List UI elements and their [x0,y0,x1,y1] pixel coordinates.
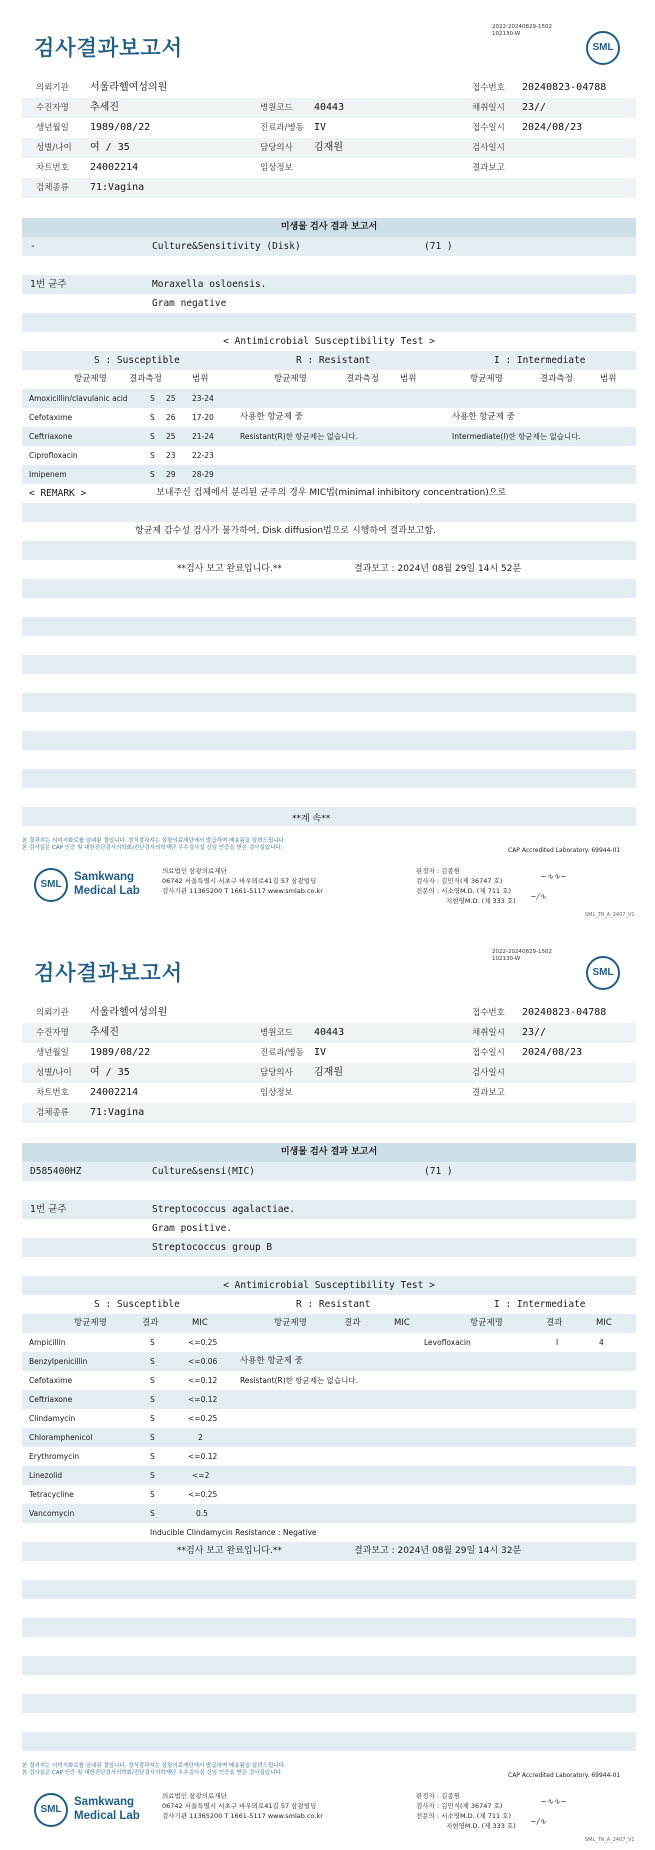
organism-row [22,1219,636,1238]
test-paren: (71 ) [424,241,453,252]
table-row: Ceftriaxone S <=0.12 [22,1390,636,1409]
specimen-type: 71:Vagina [90,1107,145,1118]
report-page-2 [0,925,655,1850]
report-time: 결과보고 : 2024년 08월 29일 14시 32분 [354,1546,522,1556]
table-row: Erythromycin S <=0.12 [22,1447,636,1466]
report-time: 결과보고 : 2024년 08월 29일 14시 52분 [354,564,522,574]
organism-name: Moraxella osloensis. [152,279,267,290]
signature-icon: ~∿∿∼ [540,872,567,881]
table-row: Ceftriaxone S 25 21-24 Resistant(R)한 항균제는 없습니다. Intermediate(I)한 항균제는 없습니다. [22,427,636,446]
organism-label: 1번 균주 [30,1204,67,1215]
blank-row [22,1257,636,1276]
drug-name: Ceftriaxone [29,1395,73,1404]
drug-name: Ciprofloxacin [29,451,78,460]
drug-name: Clindamycin [29,1414,76,1423]
column-header-row: 항균제명 결과측정 범위 항균제명 결과측정 범위 항균제명 결과측정 범위 [74,374,617,384]
blank-row [22,1694,636,1713]
cap-accreditation: CAP Accredited Laboratory. 69944-01 [508,847,621,854]
organism-name: Streptococcus agalactiae. [152,1204,295,1215]
organism-gram: Gram positive. [152,1223,233,1234]
receipt-number: 20240823-04788 [522,82,607,93]
blank-row [22,655,636,674]
intermediate-note: 사용한 항균제 중 [452,412,515,422]
continued-row [22,812,636,826]
sml-logo-icon: SML [34,868,68,902]
table-row: Benzylpenicillin S <=0.06 사용한 항균제 중 [22,1352,636,1371]
susceptible-note: 사용한 항균제 중 [240,412,303,422]
complete-row [22,1542,636,1561]
blank-row [22,1561,636,1580]
organism-row [22,275,636,294]
drug-name: Cefotaxime [29,1376,73,1385]
organism-row [22,1238,636,1257]
blank-row [22,731,636,750]
blank-row [22,693,636,712]
inducible-clindamycin-resistance: Inducible Clindamycin Resistance : Negative [150,1528,317,1537]
blank-row [22,1713,636,1732]
patient-name: 추세진 [90,102,119,113]
info-row: 차트번호 24002214 임상정보 결과보고 [22,1083,636,1103]
specimen-type: 71:Vagina [90,182,145,193]
blank-row [22,313,636,332]
blank-row [22,503,636,522]
table-row: Tetracycline S <=0.25 [22,1485,636,1504]
table-row: Clindamycin S <=0.25 [22,1409,636,1428]
footer-note: 본 결과지는 의미지화로를 임네된 결입니다. 정식결과지는 삼광의료재단에서 발급하며 배송됨을 알려드립니다. 본 검사실은 CAP 인증 및 대한진단검사의학회/진단검사의학재단 우수검사실 신임 인증을 받은 검사실입니다. [22,1763,286,1776]
drug-name: Chloramphenicol [29,1433,93,1442]
info-row: 의뢰기관 서울라헬여성의원 접수번호 20240823-04788 [22,78,636,98]
receipt-number: 20240823-04788 [522,1007,607,1018]
organism-gram: Gram negative [152,298,227,309]
test-code: - [30,241,36,252]
test-row [22,237,636,256]
department: IV [314,1047,327,1058]
table-row: Chloramphenicol S 2 [22,1428,636,1447]
cap-accreditation: CAP Accredited Laboratory. 69944-01 [508,1772,621,1779]
test-name: Culture&Sensitivity (Disk) [152,241,301,252]
blank-row [22,636,636,655]
info-row: 차트번호 24002214 임상정보 결과보고 [22,158,636,178]
legend-row [22,1295,636,1314]
info-row: 수진자명 추세진 병원코드 40443 채취일시 23// [22,98,636,118]
blank-row [22,1732,636,1751]
doctor-name: 김재원 [314,1067,343,1078]
info-row: 성별/나이 여 / 35 담당의사 김재원 검사일시 [22,138,636,158]
blank-row [22,1637,636,1656]
ast-title: < Antimicrobial Susceptibility Test > [223,336,435,347]
section-header: 미생물 검사 결과 보고서 [22,218,636,237]
legend-resistant: R : Resistant [296,355,371,366]
table-row: Amoxicillin/clavulanic acid S 25 23-24 [22,389,636,408]
footer-logo: SML Samkwang Medical Lab [34,1791,164,1833]
test-paren: (71 ) [424,1166,453,1177]
blank-row [22,598,636,617]
table-row: Ampicillin S <=0.25 Levofloxacin I 4 [22,1333,636,1352]
signature-icon: ∼∕∿ [530,892,547,901]
footer-signatures: 판정자 : 김종원 검사자 : 김민식(제 36747 호) 전문의 : 서소영M.D. (제 711 호) 지현영M.D. (제 333 호) [416,867,516,905]
blank-row [22,674,636,693]
table-row: Vancomycin S 0.5 [22,1504,636,1523]
sml-logo-icon: SML [34,1793,68,1827]
footer-note: 본 결과지는 의미지화로를 임네된 결입니다. 정식결과지는 삼광의료재단에서 발급하며 배송됨을 알려드립니다. 본 검사실은 CAP 인증 및 대한진단검사의학회/진단검사의학재단 우수검사실 신임 인증을 받은 검사실입니다. [22,838,286,851]
blank-row [22,1580,636,1599]
drug-name: Ceftriaxone [29,432,73,441]
blank-row [22,1675,636,1694]
sml-logo-icon: SML [586,956,620,990]
remark-label: < REMARK > [29,488,87,499]
organism-row [22,1200,636,1219]
blank-row [22,256,636,275]
legend-intermediate: I : Intermediate [494,1299,586,1310]
legend-intermediate: I : Intermediate [494,355,586,366]
document-number: 2022-20240829-1502 102130-W [492,24,552,37]
organism-label: 1번 균주 [30,279,67,290]
test-row [22,1162,636,1181]
form-code: SML_TR_A_2407_V1 [585,1837,635,1843]
blank-row [22,617,636,636]
drug-name: Benzylpenicillin [29,1357,88,1366]
drug-name: Tetracycline [29,1490,74,1499]
ast-title-row [22,332,636,351]
remark-row [22,522,636,541]
susceptible-note: 사용한 항균제 중 [240,1356,303,1366]
blank-row [22,750,636,769]
sex-age: 여 / 35 [90,142,130,153]
info-row: 생년월일 1989/08/22 진료과/병동 IV 접수일시 2024/08/23 [22,118,636,138]
info-row: 성별/나이 여 / 35 담당의사 김재원 검사일시 [22,1063,636,1083]
icr-row [22,1523,636,1542]
complete-message: **검사 보고 완료입니다.** [177,564,282,574]
info-row: 수진자명 추세진 병원코드 40443 채취일시 23// [22,1023,636,1043]
report-title: 검사결과보고서 [34,36,184,60]
legend-susceptible: S : Susceptible [94,355,180,366]
footer-address: 의료법인 삼광의료재단 06742 서울특별시 서초구 바우뫼로41길 57 삼광빌딩 검사기관 11365200 T 1661-5117 www.smlab.co.kr [162,1792,323,1820]
table-row: Cefotaxime S 26 17-20 사용한 항균제 중 사용한 항균제 중 [22,408,636,427]
drug-name: Levofloxacin [424,1338,471,1347]
blank-row [22,712,636,731]
doctor-name: 김재원 [314,142,343,153]
receive-date: 2024/08/23 [522,1047,583,1058]
test-name: Culture&sensi(MIC) [152,1166,255,1177]
ast-title: < Antimicrobial Susceptibility Test > [223,1280,435,1291]
legend-susceptible: S : Susceptible [94,1299,180,1310]
table-row: Imipenem S 29 28-29 [22,465,636,484]
organism-group: Streptococcus group B [152,1242,273,1253]
collect-date: 23// [522,102,547,113]
footer-signatures: 판정자 : 김종원 검사자 : 김민식(제 36747 호) 전문의 : 서소영M.D. (제 711 호) 지현영M.D. (제 333 호) [416,1792,516,1830]
drug-name: Vancomycin [29,1509,75,1518]
drug-name: Cefotaxime [29,413,73,422]
resistant-note: Resistant(R)한 항균제는 없습니다. [240,1376,359,1385]
sml-logo-icon: SML [586,31,620,65]
remark-text-2: 항균제 감수성 검사가 불가하여, Disk diffusion법으로 시행하여 결과보고함. [135,526,436,536]
hospital-code: 40443 [314,102,345,113]
info-row: 의뢰기관 서울라헬여성의원 접수번호 20240823-04788 [22,1003,636,1023]
blank-row [22,579,636,598]
blank-row [22,769,636,788]
institution-value: 서울라헬여성의원 [90,82,168,93]
blank-row [22,541,636,560]
table-row: Cefotaxime S <=0.12 Resistant(R)한 항균제는 없습니다. [22,1371,636,1390]
complete-message: **검사 보고 완료입니다.** [177,1546,282,1556]
drug-name: Ampicillin [29,1338,66,1347]
birth-date: 1989/08/22 [90,122,151,133]
drug-name: Imipenem [29,470,67,479]
table-row: Ciprofloxacin S 23 22-23 [22,446,636,465]
remark-row [22,484,636,503]
section-header: 미생물 검사 결과 보고서 [22,1143,636,1162]
department: IV [314,122,327,133]
info-row: 생년월일 1989/08/22 진료과/병동 IV 접수일시 2024/08/23 [22,1043,636,1063]
info-row: 검체종류 71:Vagina [22,178,636,198]
resistant-note: Resistant(R)한 항균제는 없습니다. [240,432,359,441]
document-number: 2022-20240829-1502 102130-W [492,949,552,962]
complete-row [22,560,636,579]
column-header-row: 항균제명 결과 MIC 항균제명 결과 MIC 항균제명 결과 MIC [22,1314,636,1333]
birth-date: 1989/08/22 [90,1047,151,1058]
drug-name: Amoxicillin/clavulanic acid [29,394,128,403]
ast-title-row [22,1276,636,1295]
hospital-code: 40443 [314,1027,345,1038]
organism-row [22,294,636,313]
drug-name: Linezolid [29,1471,63,1480]
blank-row [22,1618,636,1637]
receive-date: 2024/08/23 [522,122,583,133]
footer-address: 의료법인 삼광의료재단 06742 서울특별시 서초구 바우뫼로41길 57 삼광빌딩 검사기관 11365200 T 1661-5117 www.smlab.co.kr [162,867,323,895]
intermediate-note-2: Intermediate(I)한 항균제는 없습니다. [452,432,581,441]
blank-row [22,788,636,807]
form-code: SML_TR_A_2407_V1 [585,912,635,918]
sex-age: 여 / 35 [90,1067,130,1078]
blank-row [22,1181,636,1200]
blank-row [22,1656,636,1675]
footer-logo: SML Samkwang Medical Lab [34,866,164,908]
chart-number: 24002214 [90,1087,139,1098]
signature-icon: ~∿∿∼ [540,1797,567,1806]
report-title: 검사결과보고서 [34,961,184,985]
continued-label: **계 속** [292,814,331,824]
institution-value: 서울라헬여성의원 [90,1007,168,1018]
info-row: 검체종류 71:Vagina [22,1103,636,1123]
blank-row [22,1599,636,1618]
signature-icon: ∼∕∿ [530,1817,547,1826]
collect-date: 23// [522,1027,547,1038]
table-row: Linezolid S <=2 [22,1466,636,1485]
chart-number: 24002214 [90,162,139,173]
test-code: D585400HZ [30,1166,82,1177]
legend-row [22,351,636,370]
drug-name: Erythromycin [29,1452,80,1461]
remark-text-1: 보내주신 검체에서 분리된 균주의 경우 MIC법(minimal inhibitory concentration)으로 [156,488,507,498]
patient-name: 추세진 [90,1027,119,1038]
legend-resistant: R : Resistant [296,1299,371,1310]
